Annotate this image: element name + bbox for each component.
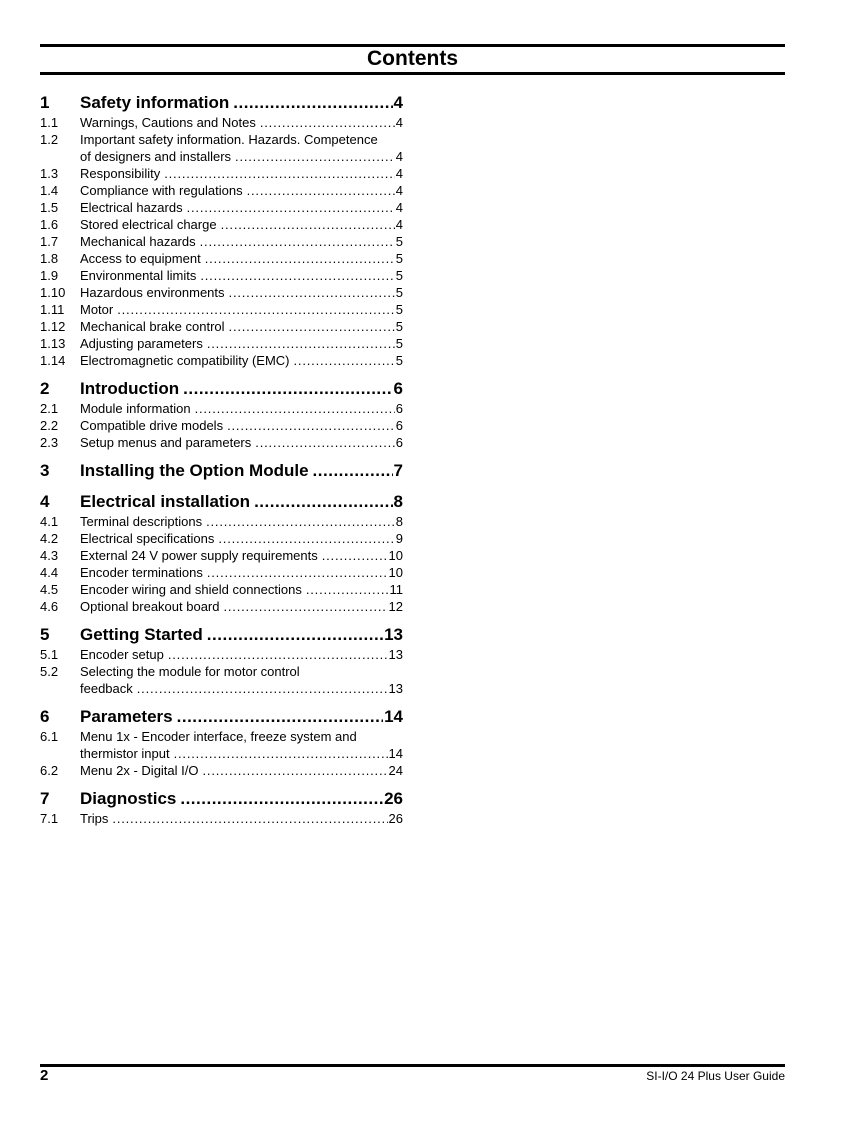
footer-page-number: 2 [40,1067,49,1084]
toc-section-entry[interactable] [40,530,403,547]
toc-section-entry[interactable] [40,598,403,615]
toc-entry-continuation [80,680,403,697]
toc-entry-text: Compatible drive models [80,418,224,433]
toc-chapter-entry[interactable] [40,378,403,400]
toc-page-number: 5 [395,336,403,351]
toc-entry-text: Trips [80,811,109,826]
toc-dot-leader [229,318,395,335]
header-rule-bottom [40,72,785,75]
toc-entry-text: Responsibility [80,166,161,181]
toc-entry-label [80,513,403,530]
toc-dot-leader [137,680,388,697]
toc-entry-text: Mechanical hazards [80,234,196,249]
toc-entry-number: 4.4 [40,565,59,580]
toc-page-number: 6 [395,418,403,433]
toc-entry-label [80,460,403,482]
toc-entry-label [80,182,403,199]
toc-dot-leader [200,267,394,284]
toc-page-number: 14 [384,707,403,726]
toc-entry-label [80,547,403,564]
toc-entry-text: Menu 1x - Encoder interface, freeze system and [80,729,357,744]
toc-entry-text: Encoder terminations [80,565,203,580]
toc-section-entry[interactable] [40,318,403,335]
toc-section-entry[interactable] [40,335,403,352]
toc-entry-number: 1.2 [40,132,59,147]
toc-entry-text: Encoder setup [80,647,164,662]
toc-chapter-entry[interactable] [40,706,403,728]
toc-page-number: 26 [388,811,403,826]
toc-page-number: 24 [388,763,403,778]
toc-entry-label [80,131,403,165]
toc-entry-number: 4.5 [40,582,59,597]
toc-page-number: 5 [395,302,403,317]
toc-dot-leader [200,233,395,250]
toc-section-entry[interactable] [40,663,403,697]
toc-entry-label [80,788,403,810]
toc-page-number: 5 [395,251,403,266]
toc-entry-number: 1.12 [40,319,66,334]
toc-page-number: 5 [395,268,403,283]
toc-entry-label [80,663,403,697]
toc-page-number: 6 [395,435,403,450]
toc-entry-text: Hazardous environments [80,285,225,300]
toc-entry-label [80,250,403,267]
toc-dot-leader [218,530,394,547]
toc-page-number: 4 [395,115,403,130]
toc-entry-label [80,564,403,581]
toc-entry-label [80,267,403,284]
toc-page-number: 10 [388,565,403,580]
toc-dot-leader [203,762,388,779]
toc-entry-label [80,417,403,434]
toc-entry-text: thermistor input [80,746,170,761]
toc-chapter-entry[interactable] [40,491,403,513]
toc-dot-leader [294,352,395,369]
toc-entry-label [80,728,403,762]
toc-entry-label [80,400,403,417]
toc-section-entry[interactable] [40,400,403,417]
toc-page-number: 4 [395,149,403,164]
toc-entry-label [80,352,403,369]
toc-section-entry[interactable] [40,284,403,301]
toc-page-number: 13 [388,647,403,662]
toc-entry-number: 1.13 [40,336,66,351]
toc-page-number: 12 [388,599,403,614]
toc-page-number: 5 [395,234,403,249]
toc-page-number: 6 [395,401,403,416]
toc-page-number: 10 [388,548,403,563]
toc-section-entry[interactable] [40,352,403,369]
toc-dot-leader [112,810,387,827]
toc-dot-leader [207,624,383,646]
toc-section-entry[interactable] [40,301,403,318]
toc-entry-label [80,216,403,233]
toc-dot-leader [233,92,392,114]
toc-entry-text: Optional breakout board [80,599,220,614]
toc-entry-label [80,114,403,131]
toc-page-number: 14 [388,746,403,761]
toc-entry-number: 1.6 [40,217,59,232]
toc-entry-label [80,624,403,646]
toc-dot-leader [207,335,395,352]
toc-dot-leader [174,745,388,762]
toc-entry-text: Getting Started [80,625,203,644]
toc-entry-label [80,318,403,335]
toc-dot-leader [168,646,388,663]
toc-entry-number: 1.5 [40,200,59,215]
toc-entry-text: Setup menus and parameters [80,435,252,450]
toc-entry-number: 2.2 [40,418,59,433]
toc-entry-text: Module information [80,401,191,416]
toc-page-number: 13 [384,625,403,644]
toc-section-entry[interactable] [40,233,403,250]
toc-entry-text: of designers and installers [80,149,232,164]
toc-entry-text: Electrical hazards [80,200,183,215]
toc-section-entry[interactable] [40,564,403,581]
toc-section-entry[interactable] [40,267,403,284]
toc-entry-label [80,199,403,216]
footer-rule [40,1064,785,1067]
page-title: Contents [367,47,458,70]
toc-entry-number: 6.2 [40,763,59,778]
toc-entry-number: 1.3 [40,166,59,181]
toc-entry-text: Electromagnetic compatibility (EMC) [80,353,290,368]
toc-page-number: 13 [388,681,403,696]
toc-entry-label [80,530,403,547]
toc-chapter-entry[interactable] [40,92,403,114]
toc-section-entry[interactable] [40,165,403,182]
toc-entry-text: Electrical specifications [80,531,215,546]
toc-entry-label [80,706,403,728]
toc-section-entry[interactable] [40,762,403,779]
toc-entry-text: Terminal descriptions [80,514,203,529]
toc-dot-leader [207,564,388,581]
toc-dot-leader [229,284,395,301]
toc-entry-number: 1.11 [40,302,65,317]
toc-section-entry[interactable] [40,182,403,199]
toc-entry-text: Environmental limits [80,268,197,283]
toc-page-number: 5 [395,285,403,300]
toc-entry-text: Parameters [80,707,173,726]
toc-entry-number: 5.2 [40,664,59,679]
toc-entry-number: 4.2 [40,531,59,546]
toc-page-number: 7 [393,461,403,480]
toc-entry-label [80,284,403,301]
toc-entry-number: 1.14 [40,353,66,368]
toc-entry-number: 5 [40,625,50,644]
toc-entry-label [80,92,403,114]
toc-section-entry[interactable] [40,250,403,267]
toc-entry-number: 2.1 [40,401,59,416]
toc-dot-leader [183,378,392,400]
toc-entry-continuation [80,148,403,165]
toc-entry-label [80,491,403,513]
toc-entry-text: Menu 2x - Digital I/O [80,763,199,778]
toc-entry-text: Installing the Option Module [80,461,309,480]
toc-dot-leader [164,165,395,182]
toc-page-number: 8 [395,514,403,529]
toc-dot-leader [117,301,395,318]
toc-page-number: 9 [395,531,403,546]
toc-section-entry[interactable] [40,114,403,131]
toc-section-entry[interactable] [40,581,403,598]
toc-entry-text: Adjusting parameters [80,336,203,351]
toc-entry-text: Diagnostics [80,789,177,808]
toc-dot-leader [227,417,395,434]
toc-entry-number: 6 [40,707,50,726]
toc-dot-leader [177,706,383,728]
toc-entry-number: 1.7 [40,234,59,249]
toc-entry-number: 4.3 [40,548,59,563]
toc-entry-label [80,165,403,182]
toc-entry-continuation [80,745,403,762]
toc-chapter-entry[interactable] [40,460,403,482]
toc-entry-text: Compliance with regulations [80,183,243,198]
toc-dot-leader [223,598,387,615]
toc-chapter-entry[interactable] [40,788,403,810]
toc-entry-number: 4.1 [40,514,59,529]
toc-entry-text: Selecting the module for motor control [80,664,300,679]
toc-dot-leader [322,547,388,564]
toc-entry-label [80,335,403,352]
toc-section-entry[interactable] [40,216,403,233]
toc-section-entry[interactable] [40,646,403,663]
toc-entry-text: Encoder wiring and shield connections [80,582,302,597]
toc-entry-number: 6.1 [40,729,59,744]
toc-entry-text: Introduction [80,379,180,398]
toc-section-entry[interactable] [40,199,403,216]
toc-entry-text: Warnings, Cautions and Notes [80,115,256,130]
toc-page-number: 4 [395,217,403,232]
toc-entry-number: 4 [40,492,50,511]
toc-entry-text: feedback [80,681,133,696]
toc-entry-number: 2.3 [40,435,59,450]
toc-section-entry[interactable] [40,728,403,762]
toc-entry-label [80,762,403,779]
toc-entry-label [80,378,403,400]
table-of-contents [40,92,403,827]
toc-entry-number: 1.1 [40,115,59,130]
toc-entry-number: 4.6 [40,599,59,614]
toc-entry-number: 1.9 [40,268,59,283]
toc-chapter-entry[interactable] [40,624,403,646]
toc-entry-text: External 24 V power supply requirements [80,548,318,563]
toc-entry-number: 2 [40,379,50,398]
toc-dot-leader [195,400,395,417]
toc-entry-number: 5.1 [40,647,59,662]
toc-entry-text: Safety information [80,93,230,112]
toc-entry-label [80,581,403,598]
toc-dot-leader [306,581,389,598]
toc-dot-leader [254,491,392,513]
toc-dot-leader [247,182,395,199]
toc-entry-number: 1.10 [40,285,66,300]
toc-page-number: 26 [384,789,403,808]
toc-page-number: 5 [395,353,403,368]
toc-section-entry[interactable] [40,810,403,827]
toc-entry-text: Electrical installation [80,492,251,511]
toc-section-entry[interactable] [40,131,403,165]
toc-entry-label [80,646,403,663]
toc-entry-text: Important safety information. Hazards. Competence [80,132,378,147]
toc-section-entry[interactable] [40,513,403,530]
toc-entry-number: 1.8 [40,251,59,266]
toc-page-number: 11 [389,582,403,597]
toc-entry-text: Access to equipment [80,251,201,266]
toc-entry-number: 3 [40,461,50,480]
toc-entry-number: 1.4 [40,183,59,198]
toc-page-number: 8 [393,492,403,511]
toc-entry-label [80,810,403,827]
toc-dot-leader [221,216,395,233]
toc-dot-leader [255,434,394,451]
toc-entry-number: 7 [40,789,50,808]
toc-page-number: 4 [395,183,403,198]
toc-page-number: 4 [395,200,403,215]
toc-page-number: 5 [395,319,403,334]
toc-section-entry[interactable] [40,417,403,434]
toc-entry-text: Motor [80,302,114,317]
toc-section-entry[interactable] [40,434,403,451]
toc-entry-number: 7.1 [40,811,59,826]
toc-page-number: 6 [393,379,403,398]
toc-entry-label [80,301,403,318]
toc-entry-label [80,598,403,615]
toc-section-entry[interactable] [40,547,403,564]
toc-dot-leader [180,788,383,810]
toc-entry-text: Mechanical brake control [80,319,225,334]
toc-dot-leader [187,199,395,216]
toc-dot-leader [206,513,395,530]
toc-page-number: 4 [395,166,403,181]
toc-page-number: 4 [393,93,403,112]
toc-entry-label [80,233,403,250]
toc-dot-leader [205,250,395,267]
toc-entry-number: 1 [40,93,50,112]
toc-entry-label [80,434,403,451]
toc-entry-text: Stored electrical charge [80,217,217,232]
toc-dot-leader [235,148,395,165]
toc-dot-leader [260,114,395,131]
toc-dot-leader [313,460,393,482]
footer-guide-title: SI-I/O 24 Plus User Guide [646,1069,785,1083]
